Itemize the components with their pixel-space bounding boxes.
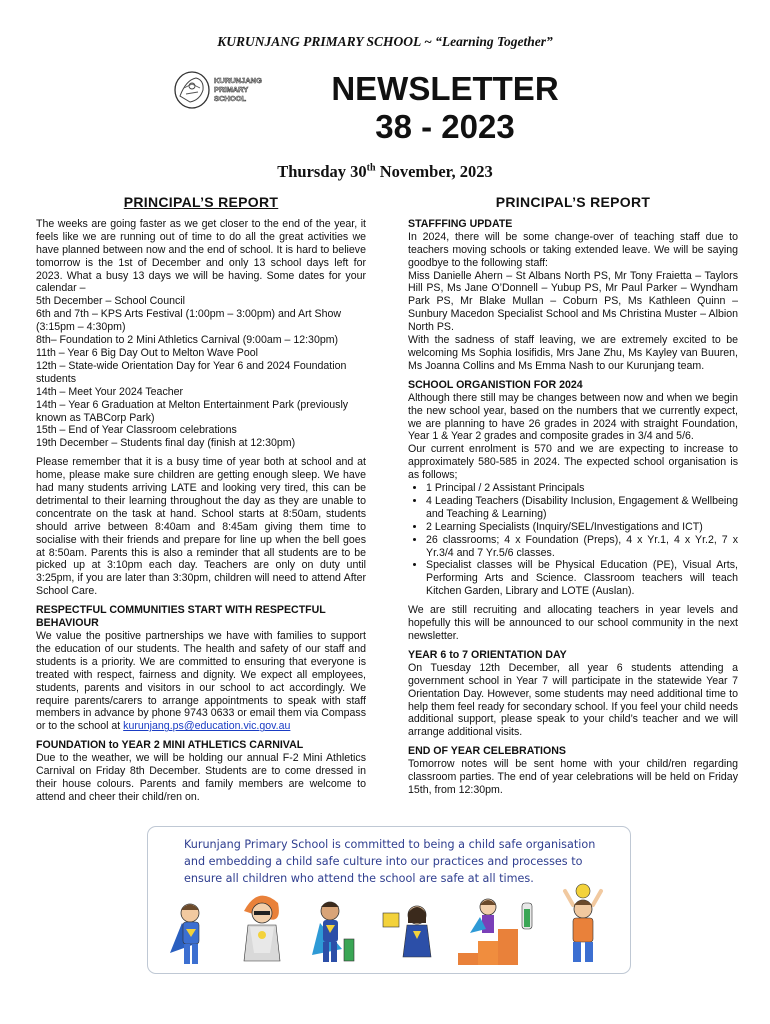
calendar-date-item: 12th – State-wide Orientation Day for Year 6 and 2024 Foundation students — [36, 359, 347, 385]
school-email-link[interactable]: kurunjang.ps@education.vic.gov.au — [123, 720, 291, 733]
busy-time-paragraph: Please remember that it is a busy time of year both at school and at home, please make sure children are getting enough sleep. We have had many students arriving LATE and looking very tired, this can be detrimental to their learning throughout the day as they are unable to concentrate on the task at hand. School starts at 8:50am, students should arrive between 8:40am and 8:45am giving them time to socialise with their friends and prepare for line up when the bell goes at 8:50am. Parents this is also a reminder that all students are to be picked up at 3:10pm each day. Teachers are only on duty until 3:25pm, if you are later than 3:30pm, children will need to attend After School Care. — [36, 456, 366, 598]
left-column-heading: PRINCIPAL’S REPORT — [123, 194, 279, 210]
date-day: Thursday 30 — [277, 162, 367, 181]
calendar-date-item: 5th December – School Council — [36, 295, 185, 308]
organisation-list — [408, 482, 738, 598]
end-of-year-heading: END OF YEAR CELEBRATIONS — [408, 745, 566, 758]
date-suffix: th — [366, 162, 376, 174]
orientation-paragraph: On Tuesday 12th December, all year 6 students attending a government school in Year 7 will participate in the statewide Year 7 Orientation Day. However, some students may need additional time to help them feel ready for secondary school. If you feel your child needs additional support, please speak to your child’s teacher and we will arrange additional visits. — [408, 661, 738, 739]
newsletter-title — [270, 70, 620, 146]
child-safe-banner — [147, 826, 631, 974]
organisation-list-item: • 1 Principal / 2 Assistant Principals — [426, 482, 738, 495]
school-header-line: KURUNJANG PRIMARY SCHOOL ~ “Learning Together” — [217, 34, 553, 49]
organisation-heading: SCHOOL ORGANISTION FOR 2024 — [408, 378, 583, 391]
organisation-body-2: Our current enrolment is 570 and we are expecting to increase to approximately 580-585 in 2024. The expected school organisation is as follows; — [408, 443, 738, 482]
date-rest: November, 2023 — [375, 162, 493, 181]
title-line-newsletter: NEWSLETTER — [331, 70, 559, 107]
end-of-year-paragraph: Tomorrow notes will be sent home with your child/ren regarding classroom parties. The end of year celebrations will be held on Friday 15th, from 12:30pm. — [408, 758, 738, 796]
logo-text-2: PRIMARY — [214, 85, 249, 94]
organisation-list-item: • 2 Learning Specialists (Inquiry/SEL/Investigations and ICT) — [426, 521, 738, 534]
calendar-date-item: 6th and 7th – KPS Arts Festival (1:00pm – 3:00pm) and Art Show (3:15pm – 4:30pm) — [36, 308, 342, 334]
staffing-paragraph — [408, 231, 738, 373]
calendar-date-item: 19th December – Students final day (finish at 12:30pm) — [36, 437, 296, 450]
school-logo — [170, 66, 270, 114]
calendar-date-item: 14th – Meet Your 2024 Teacher — [36, 385, 184, 398]
right-column-heading: PRINCIPAL’S REPORT — [495, 194, 651, 210]
title-line-issue: 38 - 2023 — [375, 108, 515, 145]
child-safe-statement: Kurunjang Primary School is committed to being a child safe organisation and embedding a child safe culture into our practices and processes to ensure all children who attend the school are safe at all times. — [184, 838, 596, 885]
respect-body: We value the positive partnerships we have with families to support the education of our students. The health and safety of our staff and students is a priority. We are committed to ensuring that everyone is treated with respect, fairness and dignity. We expect all employees, students, parents and visitors in our school to act accordingly. We require parents/carers to arrange appointments to speak with staff members in advance by phone 9743 0633 or email them via Compass or to the school at — [36, 630, 366, 733]
staffing-names: Miss Danielle Ahern – St Albans North PS, Mr Tony Fraietta – Taylors Hill PS, Ms Jane O’Donnell – Yubup PS, Mr Paul Parker – Wyndham Park PS, Mr Blake Mullan – Coburn PS, Ms Kathleen Quinn – Sunbury Macedon Specialist School and Ms Christina Muster – Albion North PS. — [408, 269, 738, 334]
superhero-kids-drawing — [168, 883, 628, 969]
organisation-body-1: Although there still may be changes between now and when we begin the new school year, based on the numbers that we currently expect, we are planning to have 26 grades in 2024 with straight Foundation, Year 1 & Year 2 grades and composite grades in 3/4 and 5/6. — [408, 391, 738, 443]
school-logo-graphic — [170, 66, 270, 114]
logo-text-1: KURUNJANG — [214, 76, 262, 85]
calendar-date-item: 11th – Year 6 Big Day Out to Melton Wave Pool — [36, 346, 259, 359]
orientation-heading: YEAR 6 to 7 ORIENTATION DAY — [408, 648, 567, 661]
organisation-list-item: • 4 Leading Teachers (Disability Inclusion, Engagement & Wellbeing and Teaching & Learning) — [426, 495, 738, 521]
respect-paragraph — [36, 630, 366, 733]
staffing-heading: STAFFFING UPDATE — [408, 217, 513, 230]
calendar-date-item: 8th– Foundation to 2 Mini Athletics Carnival (9:00am – 12:30pm) — [36, 334, 339, 347]
respect-heading: RESPECTFUL COMMUNITIES START WITH RESPECTFUL BEHAVIOUR — [36, 604, 326, 630]
calendar-dates — [36, 295, 366, 450]
right-column — [408, 196, 738, 803]
left-column — [36, 196, 366, 810]
organisation-list-item: • 26 classrooms; 4 x Foundation (Preps), 4 x Yr.1, 4 x Yr.2, 7 x Yr.3/4 and 7 Yr.5/6 classes. — [426, 534, 738, 560]
newsletter-date — [0, 162, 770, 182]
athletics-heading: FOUNDATION to YEAR 2 MINI ATHLETICS CARNIVAL — [36, 739, 304, 752]
principal-intro: The weeks are going faster as we get closer to the end of the year, it feels like we are running out of time to do all the great activities we have planned between now and the end of school. It is hard to believe tomorrow is the 1st of December and only 13 school days left for 2023. What a busy 13 days we will be having. Some dates for your calendar – — [36, 217, 366, 295]
superhero-kids-illustration — [168, 883, 628, 969]
staffing-welcome: With the sadness of staff leaving, we are extremely excited to be welcoming Ms Sophia Iosifidis, Mrs Jane Zhu, Ms Kayley van Buuren, Ms Joanna Collins and Ms Emma Nash to our Kurunjang team. — [408, 334, 738, 372]
calendar-date-item: 15th – End of Year Classroom celebrations — [36, 424, 237, 437]
athletics-paragraph: Due to the weather, we will be holding our annual F-2 Mini Athletics Carnival on Friday 8th December. Students are to come dressed in their house colours. Parents and family members are welcome to attend and cheer their child/ren on. — [36, 752, 366, 803]
organisation-paragraph — [408, 392, 738, 482]
logo-text-3: SCHOOL — [214, 94, 247, 103]
calendar-date-item: 14th – Year 6 Graduation at Melton Entertainment Park (previously known as TABCorp Park) — [36, 398, 349, 424]
organisation-recruiting: We are still recruiting and allocating teachers in year levels and hopefully this will be announced to our school community in the next newsletter. — [408, 604, 738, 642]
staffing-body: In 2024, there will be some change-over of teaching staff due to teachers moving schools or taking extended leave. We will be saying goodbye to the following staff: — [408, 230, 738, 269]
organisation-list-item: • Specialist classes will be Physical Education (PE), Visual Arts, Performing Arts and Science. Classroom teachers will teach Kitchen Garden, Library and LOTE (Auslan). — [426, 559, 738, 598]
